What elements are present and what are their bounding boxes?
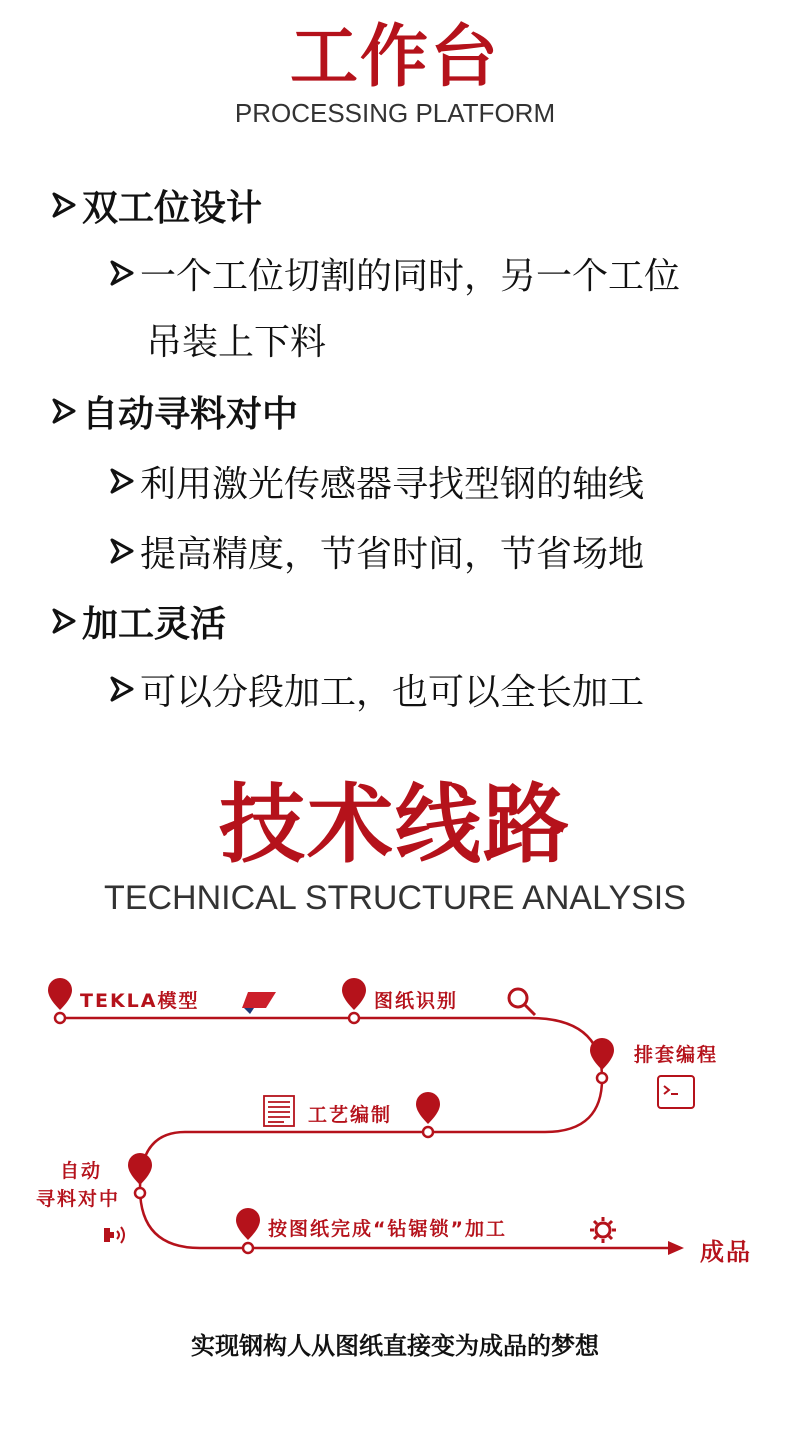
route-node xyxy=(135,1188,145,1198)
bullet-segment-processing xyxy=(110,664,644,714)
footer-slogan: 实现钢构人从图纸直接变为成品的梦想 xyxy=(191,1332,599,1360)
gear-icon xyxy=(590,1217,616,1243)
terminal-icon xyxy=(658,1076,694,1108)
bullet-arrow-icon xyxy=(110,468,134,494)
step-auto-line2: 寻料对中 xyxy=(36,1188,121,1210)
route-node xyxy=(55,1013,65,1023)
step-drill-saw-process: 按图纸完成“钻锯锁”加工 xyxy=(268,1218,507,1240)
bullet-auto-centering xyxy=(52,386,298,436)
section2-subtitle: TECHNICAL STRUCTURE ANALYSIS xyxy=(104,879,686,917)
magnifier-icon xyxy=(509,989,535,1015)
route-node xyxy=(423,1127,433,1137)
map-pin-icon xyxy=(342,978,366,1010)
map-pin-icon xyxy=(416,1092,440,1124)
route-node xyxy=(243,1243,253,1253)
bullet-arrow-icon xyxy=(110,260,134,286)
bullet-flexible xyxy=(52,596,226,646)
map-pin-icon xyxy=(236,1208,260,1240)
route-node xyxy=(597,1073,607,1083)
sensor-icon xyxy=(104,1227,124,1243)
section1-subtitle: PROCESSING PLATFORM xyxy=(234,98,556,128)
step-nesting-programming: 排套编程 xyxy=(634,1044,719,1066)
route-node xyxy=(349,1013,359,1023)
route-arrow-head xyxy=(668,1241,684,1255)
section1-title: 工作台 xyxy=(289,18,500,97)
bullet-arrow-icon xyxy=(110,538,134,564)
step-process-planning: 工艺编制 xyxy=(308,1104,393,1126)
map-pin-icon xyxy=(48,978,72,1010)
bullet-label: 自动寻料对中 xyxy=(82,393,299,435)
section2-title: 技术线路 xyxy=(219,775,571,875)
bullet-arrow-icon xyxy=(110,676,134,702)
bullet-laser-sensor xyxy=(110,456,644,506)
step-tekla-model: TEKLA模型 xyxy=(80,990,200,1012)
bullet-label: 可以分段加工，也可以全长加工 xyxy=(140,671,645,713)
step-auto-line1: 自动 xyxy=(60,1160,103,1182)
document-icon xyxy=(264,1096,294,1126)
bullet-dual-station-detail xyxy=(110,248,680,298)
bullet-continuation: 吊装上下料 xyxy=(146,322,327,363)
tekla-logo-icon xyxy=(242,992,276,1014)
step-drawing-recognition: 图纸识别 xyxy=(374,990,459,1012)
bullet-label: 利用激光传感器寻找型钢的轴线 xyxy=(140,463,645,505)
bullet-arrow-icon xyxy=(52,192,76,218)
bullet-label: 双工位设计 xyxy=(82,187,263,229)
map-pin-icon xyxy=(128,1153,152,1185)
bullet-arrow-icon xyxy=(52,398,76,424)
bullet-arrow-icon xyxy=(52,608,76,634)
step-finished-product: 成品 xyxy=(700,1238,752,1266)
bullet-dual-station xyxy=(52,180,262,230)
bullet-precision xyxy=(110,526,644,576)
bullet-label: 一个工位切割的同时，另一个工位 xyxy=(140,255,681,297)
bullet-label: 提高精度，节省时间，节省场地 xyxy=(140,533,645,575)
bullet-label: 加工灵活 xyxy=(82,603,227,645)
map-pin-icon xyxy=(590,1038,614,1070)
